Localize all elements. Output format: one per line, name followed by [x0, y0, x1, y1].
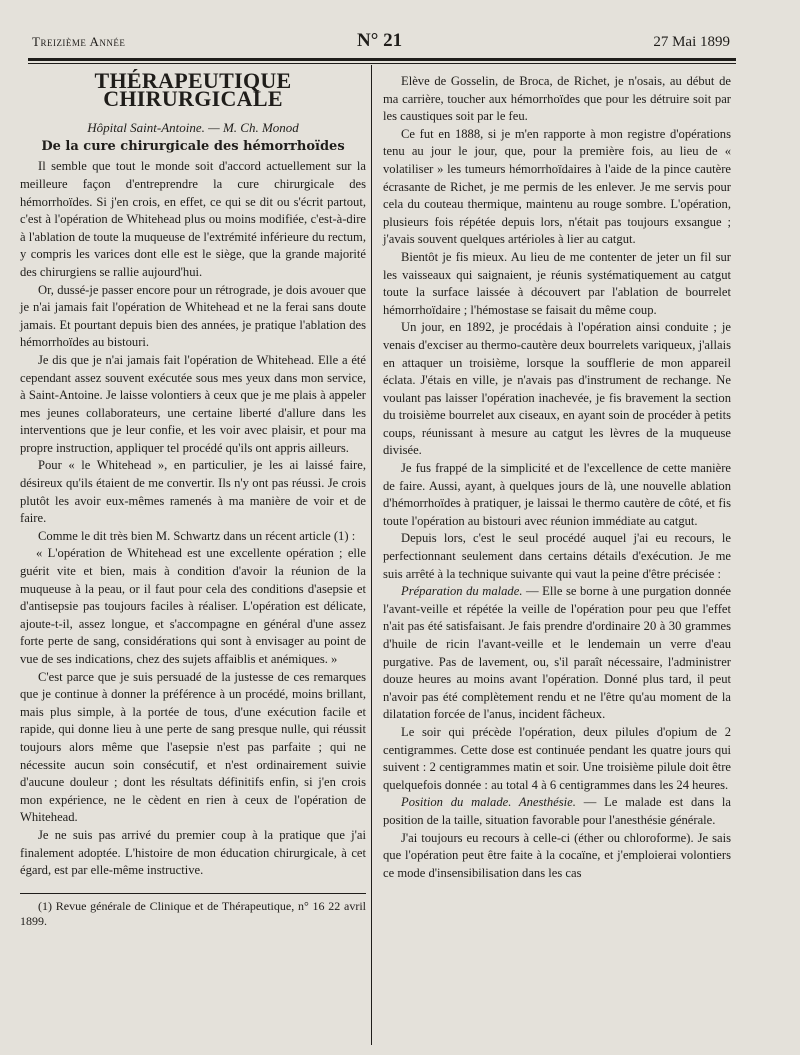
- paragraph: Elève de Gosselin, de Broca, de Richet, je n'osais, au début de ma carrière, toucher aux hémorrhoïdes que pour les détruire soit par les caustiques soit par le feu.: [383, 74, 731, 124]
- position-paragraph: [383, 794, 731, 829]
- issue-date: 27 Mai 1899: [653, 34, 730, 50]
- paragraph: Bientôt je fis mieux. Au lieu de me contenter de jeter un fil sur les vaisseaux qui saignaient, je réunis systématiquement au catgut toute la surface laissée à découvert par l'ablation de bourrelet hémorrhoïdaire ; l'hémostase se faisait du même coup.: [383, 249, 731, 317]
- paragraph: Pour « le Whitehead », en particulier, je les ai laissé faire, désireux qu'ils étaient de me convertir. Ils n'y ont pas réussi. Je crois plutôt les avoir eux-mêmes ramenés à ma manière de voir et de faire.: [20, 458, 366, 526]
- position-heading: Position du malade. Anesthésie.: [401, 795, 576, 810]
- issue-number: N° 21: [357, 30, 403, 51]
- footnote: (1) Revue générale de Clinique et de Thérapeutique, n° 16 22 avril 1899.: [20, 898, 366, 928]
- right-column: [383, 73, 731, 882]
- volume-label: Treizième Année: [32, 34, 126, 49]
- left-column: [20, 68, 366, 929]
- paragraph: Je dis que je n'ai jamais fait l'opération de Whitehead. Elle a été cependant assez souvent exécutée sous mes yeux dans mon service, à Saint-Antoine. Je laisse volontiers à ceux que je me plais à appeler mes jeunes collaborateurs, une certaine liberté d'allure dans les interventions que je leur confie, et les voir avec plaisir, et pour ma propre instruction, appliquer tel procédé qu'ils ont appris ailleurs.: [20, 352, 366, 455]
- paragraph: Or, dussé-je passer encore pour un rétrograde, je dois avouer que je n'ai jamais fait l'opération de Whitehead et ne la ferai sans doute jamais. Et pourtant depuis bien des années, je pratique l'ablation des hémorrhoïdes au bistouri.: [20, 282, 366, 350]
- position-text: — Le malade est dans la position de la taille, situation favorable pour l'anesthésie générale.: [383, 795, 731, 827]
- preparation-heading: Préparation du malade.: [401, 584, 523, 599]
- paragraph: Comme le dit très bien M. Schwartz dans un récent article (1) :: [38, 528, 356, 543]
- paragraph: J'ai toujours eu recours à celle-ci (éther ou chloroforme). Je sais que l'opération peut être faite à la cocaïne, et j'emploierai volontiers ce mode d'insensibilisation dans les cas: [383, 830, 731, 880]
- paragraph: Depuis lors, c'est le seul procédé auquel j'ai eu recours, le perfectionnant seulement dans certains détails d'exécution. Je me suis arrêté à la technique suivante qui vaut la peine d'être précisée :: [383, 531, 731, 581]
- column-divider: [371, 65, 372, 1045]
- paragraph: Je ne suis pas arrivé du premier coup à la pratique que j'ai finalement adoptée. L'histoire de mon éducation chirurgicale, à cet égard, est par elle-même instructive.: [20, 827, 366, 878]
- running-header: [32, 30, 730, 56]
- hospital-line: Hôpital Saint-Antoine. — M. Ch. Monod: [87, 120, 299, 136]
- header-rule-thin: [28, 63, 736, 64]
- section-title: THÉRAPEUTIQUE CHIRURGICALE: [94, 68, 292, 111]
- paragraph: Un jour, en 1892, je procédais à l'opération ainsi conduite ; je venais d'exciser au thermo-cautère deux bourrelets variqueux, j'allais en attaquer un troisième, lorsque la soufflerie de mon appareil éclata. J'étais en ville, je n'avais pas d'instrument de rechange. Ne voulant pas laisser l'opération inachevée, je fis bravement la section du troisième bourrelet aux ciseaux, en ayant soin de procéder à petits coups, réunissant à mesure au catgut les lèvres de la muqueuse divisée.: [383, 320, 731, 458]
- footnote-rule: [20, 893, 366, 894]
- article-subtitle: De la cure chirurgicale des hémorrhoïdes: [41, 138, 345, 154]
- preparation-paragraph: [383, 583, 731, 724]
- paragraph: Ce fut en 1888, si je m'en rapporte à mon registre d'opérations tenu au jour le jour, que, pour la première fois, au lieu de « volatiliser » les tumeurs hémorrhoïdaires à l'aide de la pince cautère écrasante de Richet, je me permis de les enlever. Je me servis pour cela du couteau thermique, maintenu au rouge sombre. L'opération, plusieurs fois répétée depuis lors, n'était pas toujours exsangue ; j'avais souvent quelques artérioles à lier au catgut.: [383, 126, 731, 247]
- paragraph: Je fus frappé de la simplicité et de l'excellence de cette manière de faire. Aussi, ayant, à quelques jours de là, une nouvelle ablation d'hémorrhoïdes à pratiquer, je laissai le thermo cautère de côté, et fis toute l'opération au bistouri avec réunion immédiate au catgut.: [383, 461, 731, 528]
- header-rule-thick: [28, 58, 736, 61]
- paragraph: C'est parce que je suis persuadé de la justesse de ces remarques que je continue à donner la préférence à un procédé, moins brillant, mais plus simple, à la portée de tous, d'une exécution facile et rapide, qui donne lieu à une perte de sang presque nulle, qui réussit toujours alors même que l'asepsie n'est pas parfaite ; qui ne nécessite aucun soin consécutif, et n'est ordinairement suivie d'aucune douleur ; dont les résultats définitifs enfin, si j'en crois mon expérience, ne le cèdent en rien à ceux de l'opération de Whitehead.: [20, 669, 366, 825]
- paragraph: Le soir qui précède l'opération, deux pilules d'opium de 2 centigrammes. Cette dose est continuée pendant les quatre jours qui suivent : 2 centigrammes matin et soir. Une troisième pilule doit être quelquefois donnée : au total 4 à 6 centigrammes dans les 24 heures.: [383, 724, 731, 792]
- preparation-text: — Elle se borne à une purgation donnée l'avant-veille et répétée la veille de l'opération pour peu que l'effet n'ait pas été satisfaisant. Je fais prendre d'ordinaire 20 à 30 grammes d'huile de ricin l'avant-veille et le lendemain un verre d'eau purgative. Pas de lavement, ou, s'il paraît nécessaire, l'administrer douze heures au moins avant l'opération. Donné plus tard, il peut n'avoir pas été complètement rendu et ne l'être qu'au moment de la dilatation forcée de l'anus, incident fâcheux.: [383, 584, 731, 722]
- quotation: « L'opération de Whitehead est une excellente opération ; elle guérit vite et bien, mais à condition d'avoir la réunion de la muqueuse à la peau, or il faut pour cela des conditions d'asepsie et d'antisepsie pas toujours faciles à réaliser. L'opération est délicate, ajoute-t-il, assez longue, et s'accompagne en général d'une assez forte perte de sang, considérations qui sont à envisager au point de vue de ses indications, chez des sujets affaiblis et anémiques. »: [20, 546, 366, 666]
- paragraph: Il semble que tout le monde soit d'accord actuellement sur la meilleure façon d'entreprendre la cure chirurgicale des hémorrhoïdes. Si j'en crois, en effet, ce qui se dit ou s'écrit partout, c'est à l'opération de Whitehead plus ou moins modifiée, c'est-à-dire à l'ablation de toute la muqueuse de l'extrémité inférieure du rectum, y compris les varices dont elle est le siège, que la grande majorité des chirurgiens se rallie aujourd'hui.: [20, 159, 366, 279]
